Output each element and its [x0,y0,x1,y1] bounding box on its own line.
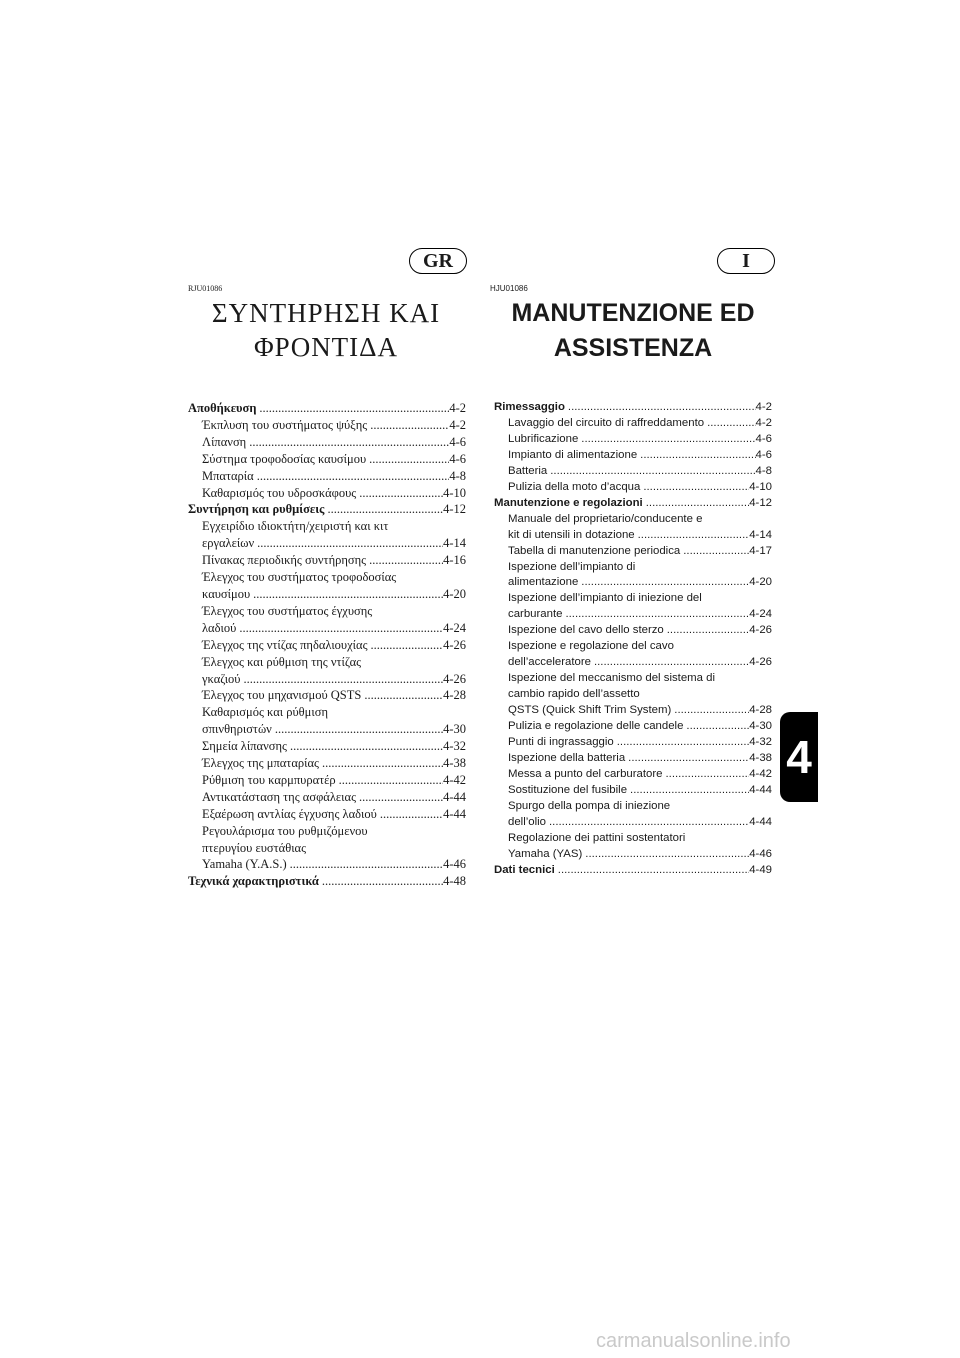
toc-dot-leader [627,783,749,799]
toc-entry-title: Συντήρηση και ρυθμίσεις [188,502,325,517]
toc-entry [494,575,772,591]
toc-dot-leader [256,400,449,417]
toc-dot-leader [704,416,755,432]
toc-entry [188,620,466,637]
toc-entry [188,823,466,840]
toc-entry-title: Manuale del proprietario/conducente e [508,512,703,525]
toc-entry-page: 4-20 [443,586,466,601]
toc-entry-title: Spurgo della pompa di iniezione [508,799,671,812]
toc-entry-page: 4-28 [443,688,466,703]
toc-entry-title: Έλεγχος του συστήματος έγχυσης [202,603,373,618]
toc-entry-page: 4-26 [749,624,772,637]
section-title-greek [186,296,466,364]
language-badge-greek: GR [409,248,467,274]
toc-entry-title: dell’acceleratore [508,656,591,669]
toc-dot-leader [324,501,443,518]
toc-entry-title: Έκπλυση του συστήματος ψύξης [202,417,368,432]
toc-entry [494,607,772,623]
toc-entry [494,655,772,671]
toc-dot-leader [377,806,443,823]
toc-entry [188,789,466,806]
toc-entry-title: καυσίμου [202,586,251,601]
toc-entry [188,485,466,502]
toc-entry-title: Μπαταρία [202,468,254,483]
toc-entry-page: 4-6 [449,434,466,449]
toc-entry-title: γκαζιού [202,671,241,686]
toc-entry-page: 4-2 [755,416,772,429]
toc-entry-page: 4-26 [443,671,466,686]
toc-italian [494,400,772,879]
toc-entry [188,721,466,738]
toc-entry [188,671,466,688]
toc-entry-title: Messa a punto del carburatore [508,767,663,780]
toc-dot-leader [625,751,749,767]
toc-entry-title: Σημεία λίπανσης [202,739,287,754]
toc-entry-title: Ispezione dell’impianto di iniezione del [508,592,702,605]
toc-entry-page: 4-20 [749,576,772,589]
toc-dot-leader [562,607,749,623]
toc-entry-title: Πίνακας περιοδικής συντήρησης [202,553,367,568]
toc-entry-title: Lubrificazione [508,432,579,445]
toc-entry [188,687,466,704]
toc-dot-leader [356,485,443,502]
toc-dot-leader [582,847,749,863]
toc-entry-title: εργαλείων [202,536,255,551]
toc-entry-page: 4-49 [749,863,772,876]
toc-entry-title: Punti di ingrassaggio [508,736,614,749]
toc-entry-page: 4-38 [749,751,772,764]
chapter-tab: 4 [780,712,818,802]
toc-entry [188,873,466,890]
toc-entry-title: λαδιού [202,620,237,635]
toc-entry-title: Τεχνικά χαρακτηριστικά [188,874,319,889]
toc-entry-page: 4-6 [449,451,466,466]
toc-entry [494,496,772,512]
toc-entry-title: Έλεγχος και ρύθμιση της ντίζας [202,654,362,669]
toc-entry-title: Batteria [508,464,548,477]
toc-entry-page: 4-6 [755,432,772,445]
toc-entry [494,831,772,847]
toc-entry-page: 4-48 [443,874,466,889]
toc-entry-title: Dati tecnici [494,863,555,876]
toc-entry-title: Καθαρισμός του υδροσκάφους [202,485,357,500]
toc-dot-leader [250,586,443,603]
toc-dot-leader [254,468,450,485]
toc-dot-leader [319,755,443,772]
doc-code-italian: HJU01086 [490,284,528,293]
toc-entry-title: alimentazione [508,576,579,589]
toc-entry-page: 4-46 [443,857,466,872]
toc-entry [494,671,772,687]
toc-entry-page: 4-14 [443,536,466,551]
toc-entry-title: Yamaha (YAS) [508,847,583,860]
toc-entry-page: 4-24 [443,620,466,635]
toc-dot-leader [664,623,749,639]
toc-entry-title: Yamaha (Y.A.S.) [202,857,287,872]
toc-dot-leader [640,480,749,496]
toc-dot-leader [366,552,443,569]
toc-dot-leader [356,789,443,806]
toc-dot-leader [635,528,750,544]
toc-entry [494,735,772,751]
toc-entry [494,416,772,432]
toc-entry-page: 4-32 [749,736,772,749]
toc-entry [494,799,772,815]
toc-dot-leader [366,451,449,468]
toc-entry-title: Λίπανση [202,434,247,449]
toc-entry [494,480,772,496]
toc-entry-title: Manutenzione e regolazioni [494,496,643,509]
toc-entry [188,603,466,620]
section-title-italian [488,296,778,366]
toc-entry-page: 4-24 [749,608,772,621]
toc-entry-page: 4-16 [443,553,466,568]
toc-dot-leader [683,719,749,735]
toc-entry-page: 4-17 [749,544,772,557]
toc-entry-title: Αποθήκευση [188,401,257,415]
toc-entry [188,569,466,586]
toc-entry-title: dell’olio [508,815,546,828]
toc-dot-leader [578,575,749,591]
toc-entry [188,468,466,485]
toc-entry [494,783,772,799]
toc-entry [188,552,466,569]
toc-entry [494,432,772,448]
toc-entry-page: 4-38 [443,756,466,771]
watermark: carmanualsonline.info [596,1330,791,1352]
toc-entry [494,528,772,544]
toc-dot-leader [663,767,750,783]
toc-dot-leader [287,856,443,873]
toc-entry [188,501,466,518]
toc-entry-title: QSTS (Quick Shift Trim System) [508,704,672,717]
toc-entry [494,815,772,831]
toc-entry-title: kit di utensili in dotazione [508,528,635,541]
toc-dot-leader [319,873,443,890]
toc-entry-page: 4-44 [443,789,466,804]
toc-entry-page: 4-12 [749,496,772,509]
title-line-2: ΦΡΟΝΤΙΔΑ [253,332,399,362]
toc-entry-title: Impianto di alimentazione [508,448,638,461]
toc-entry-page: 4-12 [443,502,466,517]
toc-entry [188,586,466,603]
toc-entry [188,535,466,552]
toc-dot-leader [547,464,755,480]
toc-dot-leader [272,721,443,738]
toc-entry-page: 4-8 [755,464,772,477]
toc-entry-page: 4-2 [755,401,772,413]
toc-entry-page: 4-10 [443,485,466,500]
toc-entry-title: cambio rapido dell’assetto [508,688,640,701]
toc-entry [494,623,772,639]
toc-dot-leader [367,417,449,434]
toc-dot-leader [578,432,755,448]
toc-entry-title: Εξαέρωση αντλίας έγχυσης λαδιού [202,806,377,821]
toc-dot-leader [546,815,749,831]
toc-dot-leader [287,738,443,755]
toc-dot-leader [643,496,749,512]
toc-entry-page: 4-10 [749,480,772,493]
toc-entry [494,448,772,464]
toc-entry-page: 4-42 [443,772,466,787]
toc-greek [188,400,466,890]
toc-entry-title: Ispezione del meccanismo del sistema di [508,672,716,685]
toc-entry [188,518,466,535]
toc-dot-leader [241,671,444,688]
toc-entry [494,591,772,607]
toc-entry-title: Pulizia della moto d’acqua [508,480,641,493]
toc-dot-leader [361,687,443,704]
toc-dot-leader [254,535,443,552]
toc-entry [188,755,466,772]
toc-dot-leader [368,637,444,654]
toc-entry [494,687,772,703]
toc-dot-leader [236,620,443,637]
toc-entry-page: 4-30 [749,720,772,733]
toc-entry [494,719,772,735]
toc-entry [494,544,772,560]
toc-entry-title: Έλεγχος της ντίζας πηδαλιουχίας [202,637,368,652]
toc-entry-page: 4-32 [443,739,466,754]
toc-entry [188,772,466,789]
toc-entry-title: Regolazione dei pattini sostentatori [508,831,686,844]
toc-entry-title: Lavaggio del circuito di raffreddamento [508,416,705,429]
toc-entry [188,637,466,654]
toc-entry-title: Αντικατάσταση της ασφάλειας [202,789,357,804]
toc-entry [494,639,772,655]
toc-entry-title: Ispezione e regolazione del cavo [508,640,674,653]
toc-entry [494,464,772,480]
toc-entry-page: 4-28 [749,704,772,717]
toc-entry [494,400,772,416]
toc-dot-leader [591,655,749,671]
toc-entry-page: 4-42 [749,767,772,780]
toc-entry-title: Rimessaggio [494,401,565,413]
toc-entry-title: Καθαρισμός και ρύθμιση [202,705,328,720]
toc-entry [494,703,772,719]
toc-dot-leader [246,434,449,451]
toc-entry-title: Pulizia e regolazione delle candele [508,720,684,733]
toc-entry [188,704,466,721]
toc-entry-title: Εγχειρίδιο ιδιοκτήτη/χειριστή και κιτ [202,519,389,534]
toc-entry [188,856,466,873]
toc-entry-page: 4-30 [443,722,466,737]
toc-entry-title: Ispezione dell’impianto di [508,560,636,573]
toc-entry [494,847,772,863]
toc-entry-title: Σύστημα τροφοδοσίας καυσίμου [202,451,367,466]
toc-entry-title: Έλεγχος της μπαταρίας [202,756,319,771]
toc-entry [188,840,466,857]
toc-entry [494,560,772,576]
toc-entry [188,451,466,468]
toc-dot-leader [614,735,749,751]
toc-entry [188,738,466,755]
toc-dot-leader [637,448,755,464]
toc-entry-page: 4-44 [749,783,772,796]
toc-entry-page: 4-14 [749,528,772,541]
toc-entry-title: Sostituzione del fusibile [508,783,628,796]
toc-entry-title: σπινθηριστών [202,722,272,737]
title-line-2: ASSISTENZA [553,334,713,362]
toc-entry-page: 4-2 [449,417,466,432]
toc-entry-title: Ρύθμιση του καρμπυρατέρ [202,772,336,787]
title-line-1: ΣΥΝΤΗΡΗΣΗ ΚΑΙ [211,298,441,328]
toc-entry-title: Ispezione del cavo dello sterzo [508,624,664,637]
toc-dot-leader [680,544,749,560]
toc-dot-leader [565,400,756,416]
toc-entry-title: πτερυγίου ευστάθιας [202,840,307,855]
toc-entry [494,767,772,783]
toc-dot-leader [671,703,749,719]
title-line-1: MANUTENZIONE ED [511,299,755,327]
toc-entry-page: 4-44 [749,815,772,828]
doc-code-greek: RJU01086 [188,284,223,293]
toc-entry-page: 4-46 [749,847,772,860]
toc-entry-page: 4-6 [755,448,772,461]
toc-dot-leader [555,863,749,879]
toc-entry-title: Ρεγουλάρισμα του ρυθμιζόμενου [202,823,368,838]
toc-entry-page: 4-26 [749,656,772,669]
toc-entry-page: 4-2 [449,401,466,415]
toc-entry [188,434,466,451]
toc-entry [188,400,466,417]
toc-entry [188,654,466,671]
toc-entry-title: carburante [508,608,563,621]
toc-entry-page: 4-26 [443,637,466,652]
toc-dot-leader [336,772,443,789]
toc-entry [494,512,772,528]
toc-entry-page: 4-8 [449,468,466,483]
toc-entry-title: Tabella di manutenzione periodica [508,544,681,557]
toc-entry [188,417,466,434]
toc-entry [494,863,772,879]
toc-entry-title: Έλεγχος του μηχανισμού QSTS [202,688,362,703]
toc-entry-title: Ispezione della batteria [508,751,626,764]
toc-entry-title: Έλεγχος του συστήματος τροφοδοσίας [202,570,397,585]
toc-entry [494,751,772,767]
toc-entry [188,806,466,823]
toc-entry-page: 4-44 [443,806,466,821]
language-badge-italian: I [717,248,775,274]
